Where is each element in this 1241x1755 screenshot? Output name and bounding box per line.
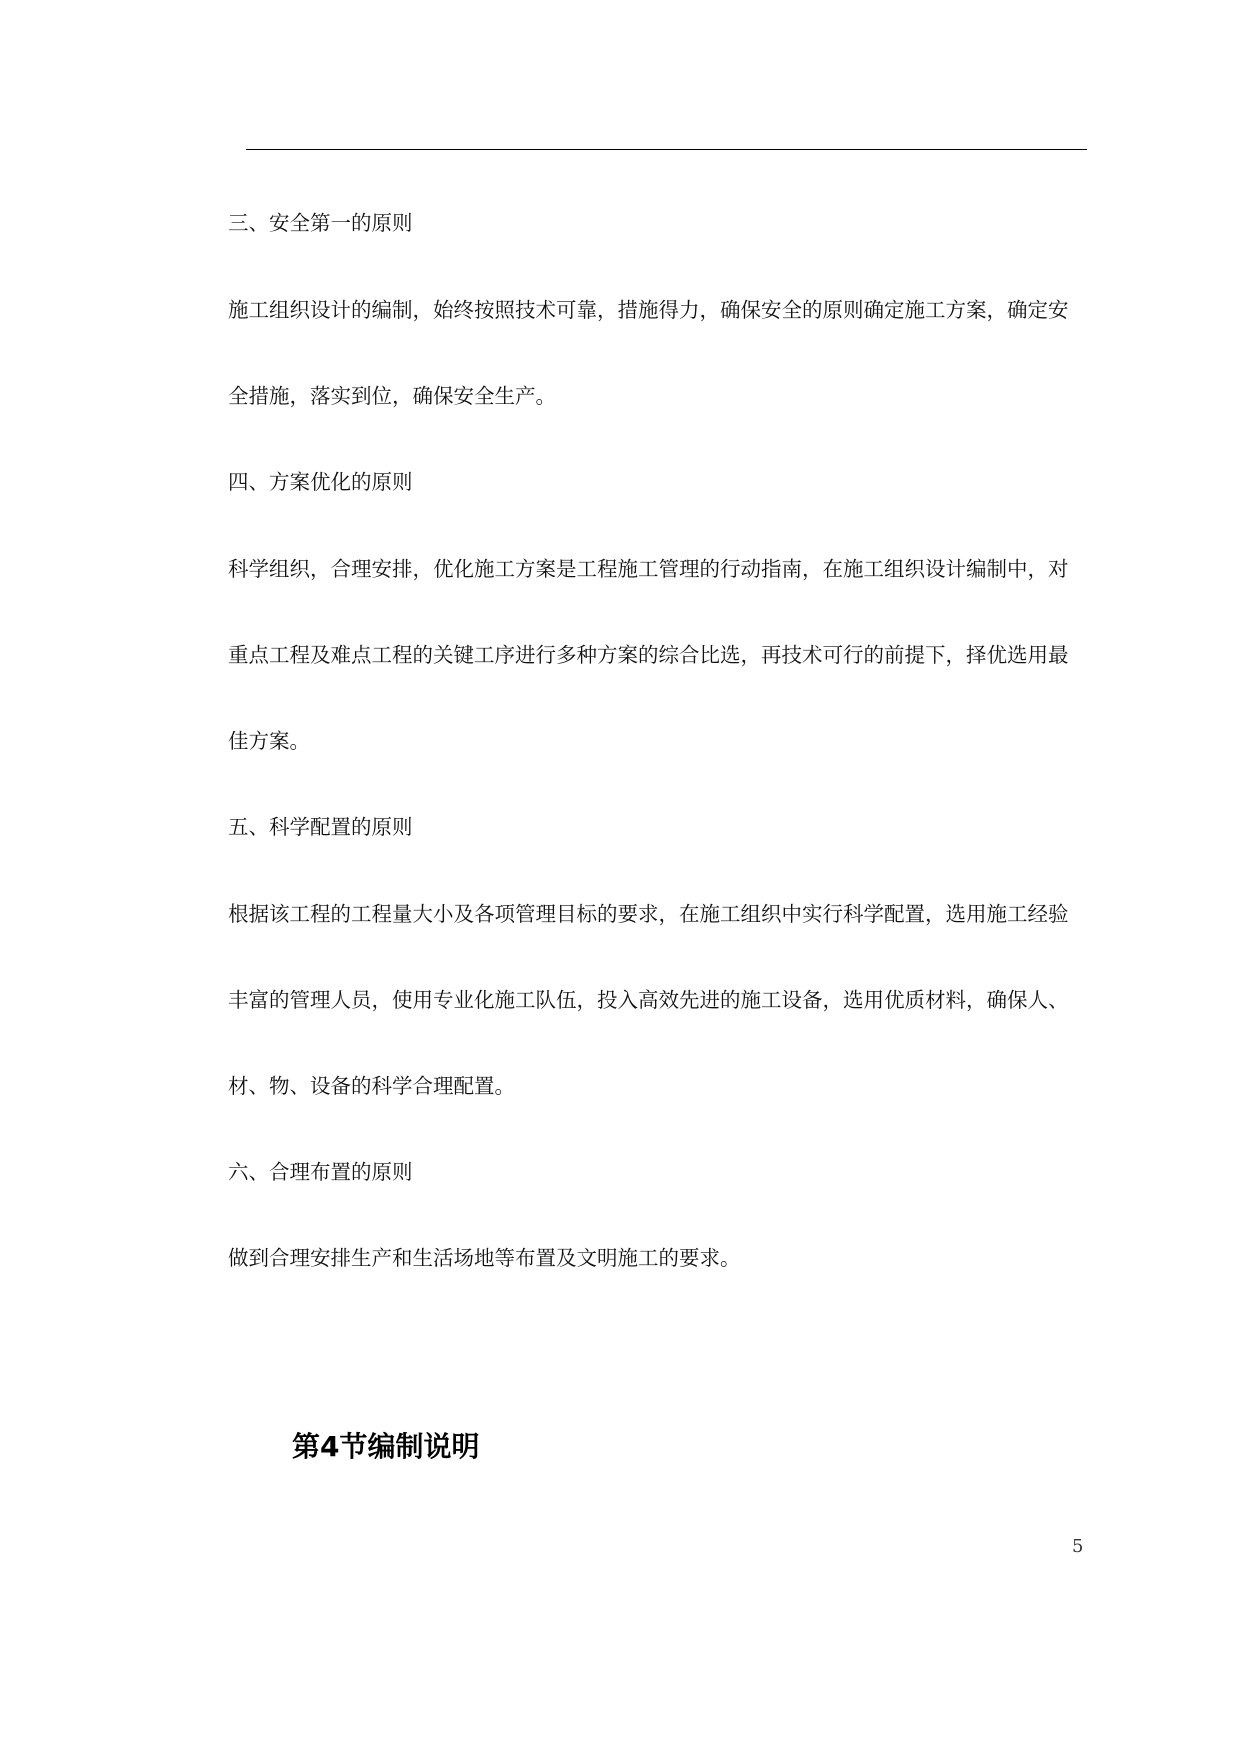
principle-6-text-line-1: 做到合理安排生产和生活场地等布置及文明施工的要求。 <box>228 1246 741 1270</box>
principle-3-text-line-2: 全措施，落实到位，确保安全生产。 <box>228 384 556 408</box>
principle-5-text-line-1: 根据该工程的工程量大小及各项管理目标的要求，在施工组织中实行科学配置，选用施工经验 <box>228 902 1069 926</box>
section-heading: 第4节编制说明 <box>292 1430 480 1463</box>
principle-4-text-line-2: 重点工程及难点工程的关键工序进行多种方案的综合比选，再技术可行的前提下，择优选用最 <box>228 643 1069 667</box>
page-number: 5 <box>1072 1536 1084 1557</box>
principle-5-text-line-2: 丰富的管理人员，使用专业化施工队伍，投入高效先进的施工设备，选用优质材料，确保人、 <box>228 988 1069 1012</box>
principle-5-heading: 五、科学配置的原则 <box>228 815 413 839</box>
principle-3-text-line-1: 施工组织设计的编制，始终按照技术可靠，措施得力，确保安全的原则确定施工方案，确定安 <box>228 298 1069 322</box>
principle-4-heading: 四、方案优化的原则 <box>228 470 413 494</box>
principle-4-text-line-1: 科学组织，合理安排，优化施工方案是工程施工管理的行动指南，在施工组织设计编制中，对 <box>228 557 1069 581</box>
principle-5-text-line-3: 材、物、设备的科学合理配置。 <box>228 1074 515 1098</box>
principle-4-text-line-3: 佳方案。 <box>228 729 310 753</box>
header-rule <box>246 149 1087 150</box>
principle-6-heading: 六、合理布置的原则 <box>228 1160 413 1184</box>
principle-3-heading: 三、安全第一的原则 <box>228 211 413 235</box>
